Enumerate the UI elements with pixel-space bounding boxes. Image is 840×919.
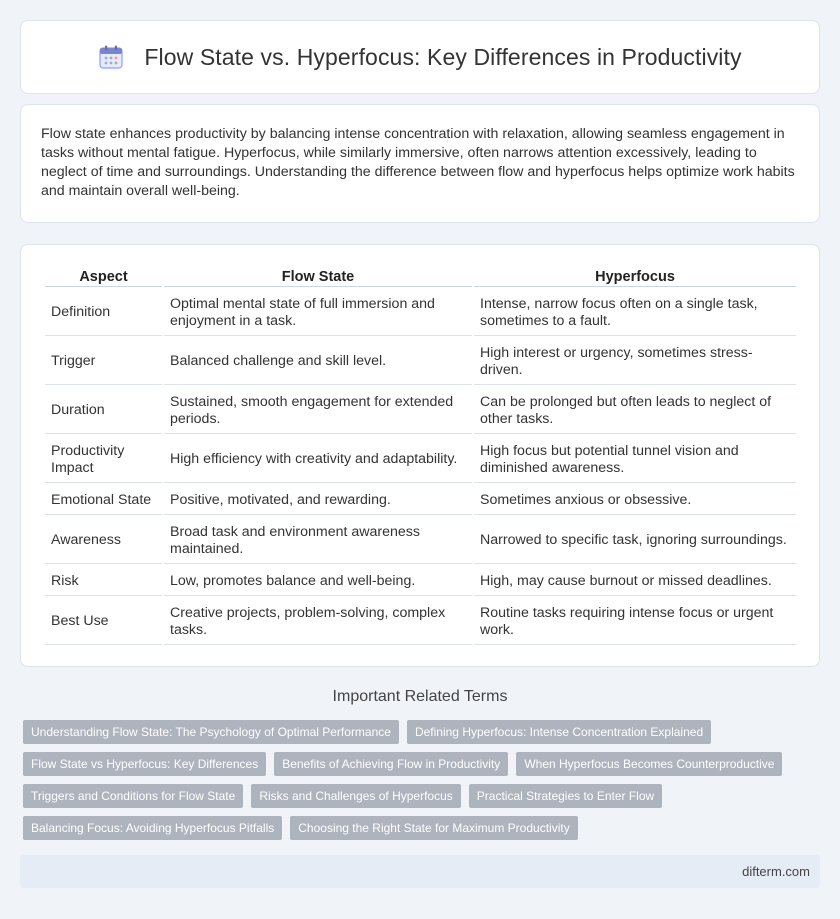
page-title: Flow State vs. Hyperfocus: Key Differences in Productivity xyxy=(144,43,742,70)
row-hyper: Narrowed to specific task, ignoring surroundings. xyxy=(474,517,796,564)
comparison-card xyxy=(20,244,820,667)
table-row xyxy=(45,289,796,336)
related-tag[interactable]: Understanding Flow State: The Psychology of Optimal Performance xyxy=(23,720,399,744)
related-tag[interactable]: Balancing Focus: Avoiding Hyperfocus Pitfalls xyxy=(23,816,282,840)
row-flow: High efficiency with creativity and adaptability. xyxy=(164,436,472,483)
row-aspect: Awareness xyxy=(45,517,162,564)
row-hyper: Routine tasks requiring intense focus or urgent work. xyxy=(474,598,796,645)
header-flow-state: Flow State xyxy=(164,266,472,287)
table-row xyxy=(45,436,796,483)
table-row xyxy=(45,485,796,515)
related-tag[interactable]: When Hyperfocus Becomes Counterproductive xyxy=(516,752,782,776)
table-row xyxy=(45,387,796,434)
row-aspect: Best Use xyxy=(45,598,162,645)
comparison-table xyxy=(43,264,798,647)
related-terms-tags xyxy=(23,720,813,848)
row-flow: Sustained, smooth engagement for extended periods. xyxy=(164,387,472,434)
title-card xyxy=(20,20,820,94)
row-hyper: Sometimes anxious or obsessive. xyxy=(474,485,796,515)
intro-text: Flow state enhances productivity by balancing intense concentration with relaxation, allowing seamless engagement in tasks without mental fatigue. Hyperfocus, while similarly immersive, often narrows attention excessively, leading to neglect of time and surroundings. Understanding the difference between flow and hyperfocus helps optimize work habits and maintain overall well-being. xyxy=(41,126,795,199)
row-aspect: Trigger xyxy=(45,338,162,385)
related-tag[interactable]: Risks and Challenges of Hyperfocus xyxy=(251,784,460,808)
footer-site-link[interactable]: difterm.com xyxy=(742,864,810,879)
table-row xyxy=(45,566,796,596)
table-row xyxy=(45,598,796,645)
related-tag[interactable]: Defining Hyperfocus: Intense Concentration Explained xyxy=(407,720,711,744)
row-hyper: Intense, narrow focus often on a single task, sometimes to a fault. xyxy=(474,289,796,336)
row-flow: Optimal mental state of full immersion and enjoyment in a task. xyxy=(164,289,472,336)
related-tag[interactable]: Triggers and Conditions for Flow State xyxy=(23,784,243,808)
row-aspect: Risk xyxy=(45,566,162,596)
footer xyxy=(20,855,820,888)
row-flow: Balanced challenge and skill level. xyxy=(164,338,472,385)
row-hyper: High focus but potential tunnel vision and diminished awareness. xyxy=(474,436,796,483)
table-header-row xyxy=(45,266,796,287)
row-aspect: Definition xyxy=(45,289,162,336)
row-hyper: High interest or urgency, sometimes stress-driven. xyxy=(474,338,796,385)
related-tag[interactable]: Flow State vs Hyperfocus: Key Differences xyxy=(23,752,266,776)
row-aspect: Emotional State xyxy=(45,485,162,515)
table-row xyxy=(45,517,796,564)
row-flow: Positive, motivated, and rewarding. xyxy=(164,485,472,515)
related-tag[interactable]: Practical Strategies to Enter Flow xyxy=(469,784,662,808)
row-aspect: Duration xyxy=(45,387,162,434)
intro-card xyxy=(20,104,820,223)
row-flow: Low, promotes balance and well-being. xyxy=(164,566,472,596)
row-flow: Creative projects, problem-solving, complex tasks. xyxy=(164,598,472,645)
row-hyper: Can be prolonged but often leads to neglect of other tasks. xyxy=(474,387,796,434)
related-terms-title: Important Related Terms xyxy=(332,688,508,705)
calendar-icon xyxy=(98,44,124,70)
related-tag[interactable]: Choosing the Right State for Maximum Productivity xyxy=(290,816,577,840)
header-aspect: Aspect xyxy=(45,266,162,287)
row-hyper: High, may cause burnout or missed deadlines. xyxy=(474,566,796,596)
row-aspect: Productivity Impact xyxy=(45,436,162,483)
header-hyperfocus: Hyperfocus xyxy=(474,266,796,287)
table-row xyxy=(45,338,796,385)
related-tag[interactable]: Benefits of Achieving Flow in Productivity xyxy=(274,752,508,776)
row-flow: Broad task and environment awareness maintained. xyxy=(164,517,472,564)
